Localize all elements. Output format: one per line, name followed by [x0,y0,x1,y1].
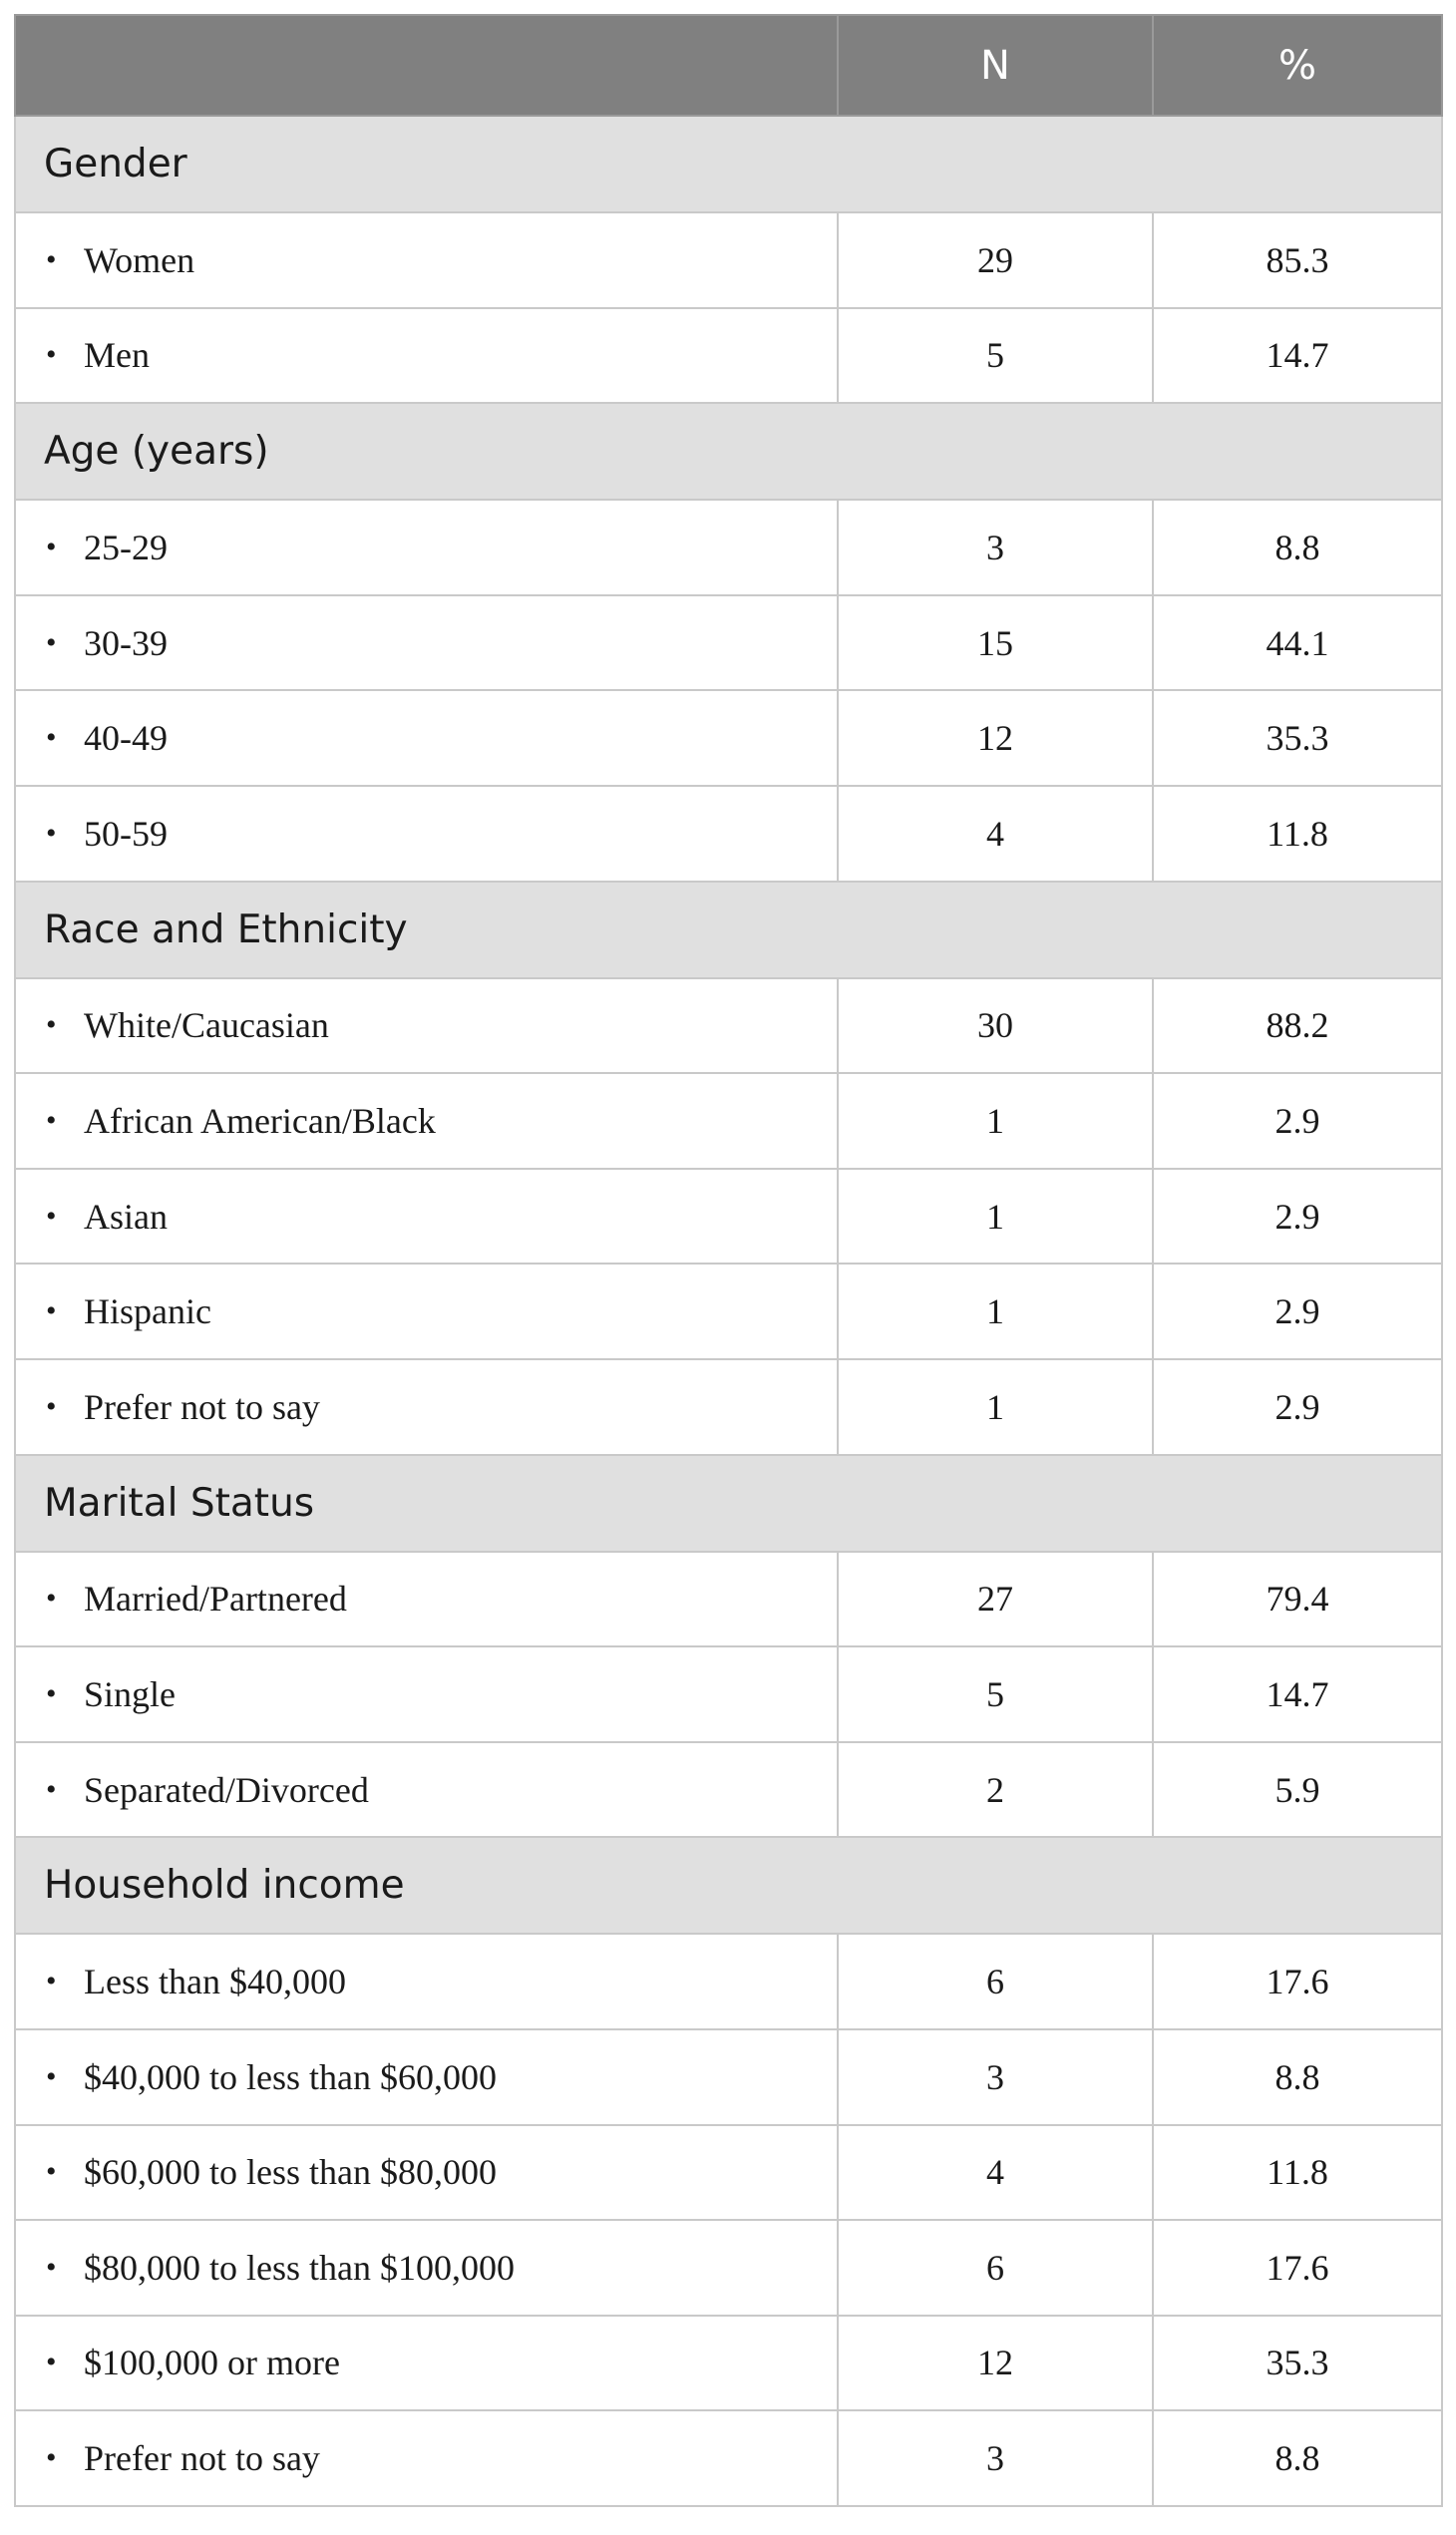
row-label-cell [15,1264,838,1359]
row-n: 5 [838,308,1153,404]
row-pct: 2.9 [1153,1073,1442,1169]
row-label: $100,000 or more [84,2343,340,2383]
row-n: 3 [838,500,1153,595]
row-label: 40-49 [84,718,168,759]
table-row [15,2410,1442,2506]
row-pct: 14.7 [1153,1646,1442,1742]
table-row [15,1073,1442,1169]
group-row [15,1455,1442,1552]
table-row [15,690,1442,786]
bullet-icon: • [46,1199,57,1233]
row-n: 1 [838,1359,1153,1455]
table-row [15,1646,1442,1742]
row-label: Prefer not to say [84,2438,320,2479]
table-row [15,1264,1442,1359]
row-label-cell [15,1073,838,1169]
header-row [15,15,1442,116]
row-label: Men [84,335,150,376]
bullet-icon: • [46,2346,57,2379]
header-n: N [838,15,1153,116]
row-label-cell [15,978,838,1074]
header-pct: % [1153,15,1442,116]
row-label-cell [15,2410,838,2506]
bullet-icon: • [46,338,57,372]
table-row [15,595,1442,691]
row-pct: 2.9 [1153,1359,1442,1455]
table-row [15,1169,1442,1265]
row-n: 29 [838,212,1153,308]
bullet-icon: • [46,1389,57,1423]
table-row [15,2220,1442,2316]
row-pct: 8.8 [1153,500,1442,595]
row-label: Prefer not to say [84,1386,320,1427]
bullet-icon: • [46,2250,57,2284]
row-label-cell [15,500,838,595]
row-label-cell [15,2220,838,2316]
row-label: $80,000 to less than $100,000 [84,2247,515,2288]
row-n: 6 [838,2220,1153,2316]
row-pct: 2.9 [1153,1264,1442,1359]
row-label: $40,000 to less than $60,000 [84,2056,497,2097]
bullet-icon: • [46,625,57,659]
row-label-cell [15,1169,838,1265]
bullet-icon: • [46,2155,57,2189]
row-n: 15 [838,595,1153,691]
row-label: African American/Black [84,1100,436,1141]
row-pct: 35.3 [1153,2316,1442,2411]
row-n: 27 [838,1552,1153,1647]
bullet-icon: • [46,2059,57,2093]
row-label-cell [15,308,838,404]
row-n: 1 [838,1169,1153,1265]
bullet-icon: • [46,721,57,755]
table-row [15,1934,1442,2029]
row-pct: 8.8 [1153,2410,1442,2506]
group-title: Gender [15,116,1442,212]
row-pct: 11.8 [1153,786,1442,882]
row-label-cell [15,690,838,786]
row-n: 5 [838,1646,1153,1742]
group-row [15,1837,1442,1934]
table-row [15,212,1442,308]
row-label: Asian [84,1196,168,1237]
row-pct: 44.1 [1153,595,1442,691]
bullet-icon: • [46,1008,57,1042]
row-label-cell [15,1742,838,1838]
row-pct: 35.3 [1153,690,1442,786]
table-row [15,2125,1442,2221]
row-pct: 8.8 [1153,2029,1442,2125]
bullet-icon: • [46,1676,57,1710]
row-pct: 85.3 [1153,212,1442,308]
row-label-cell [15,2125,838,2221]
row-label: White/Caucasian [84,1005,329,1046]
table-body [15,116,1442,2506]
row-pct: 14.7 [1153,308,1442,404]
table-row [15,786,1442,882]
row-n: 3 [838,2029,1153,2125]
row-label-cell [15,2316,838,2411]
row-label-cell [15,1646,838,1742]
row-n: 1 [838,1264,1153,1359]
group-title: Age (years) [15,403,1442,500]
row-n: 6 [838,1934,1153,2029]
header-label [15,15,838,116]
row-pct: 2.9 [1153,1169,1442,1265]
row-label: Women [84,239,195,280]
row-label: 50-59 [84,813,168,854]
row-n: 12 [838,2316,1153,2411]
bullet-icon: • [46,816,57,850]
row-pct: 17.6 [1153,2220,1442,2316]
bullet-icon: • [46,2441,57,2475]
group-title: Race and Ethnicity [15,882,1442,978]
group-row [15,403,1442,500]
group-row [15,882,1442,978]
row-label-cell [15,2029,838,2125]
bullet-icon: • [46,1294,57,1328]
row-label-cell [15,1552,838,1647]
table-row [15,1742,1442,1838]
demographics-table [14,14,1443,2507]
row-label: $60,000 to less than $80,000 [84,2152,497,2193]
bullet-icon: • [46,530,57,563]
table-row [15,1552,1442,1647]
row-n: 4 [838,2125,1153,2221]
row-label: 30-39 [84,622,168,663]
bullet-icon: • [46,1582,57,1616]
bullet-icon: • [46,1103,57,1137]
row-n: 4 [838,786,1153,882]
row-n: 1 [838,1073,1153,1169]
row-label-cell [15,212,838,308]
table-row [15,2029,1442,2125]
row-n: 2 [838,1742,1153,1838]
row-label-cell [15,1934,838,2029]
bullet-icon: • [46,1965,57,1998]
group-title: Marital Status [15,1455,1442,1552]
row-n: 30 [838,978,1153,1074]
bullet-icon: • [46,1772,57,1806]
row-label: Married/Partnered [84,1579,347,1620]
row-label: Separated/Divorced [84,1769,369,1810]
row-n: 3 [838,2410,1153,2506]
row-pct: 88.2 [1153,978,1442,1074]
table-row [15,978,1442,1074]
table-row [15,308,1442,404]
row-label: 25-29 [84,527,168,567]
table-row [15,500,1442,595]
row-n: 12 [838,690,1153,786]
group-row [15,116,1442,212]
row-label-cell [15,1359,838,1455]
row-pct: 79.4 [1153,1552,1442,1647]
row-label: Hispanic [84,1291,211,1332]
row-label-cell [15,595,838,691]
group-title: Household income [15,1837,1442,1934]
row-label: Less than $40,000 [84,1962,346,2002]
table-row [15,1359,1442,1455]
bullet-icon: • [46,242,57,276]
row-label-cell [15,786,838,882]
row-pct: 17.6 [1153,1934,1442,2029]
row-label: Single [84,1673,177,1714]
row-pct: 5.9 [1153,1742,1442,1838]
row-pct: 11.8 [1153,2125,1442,2221]
table-row [15,2316,1442,2411]
